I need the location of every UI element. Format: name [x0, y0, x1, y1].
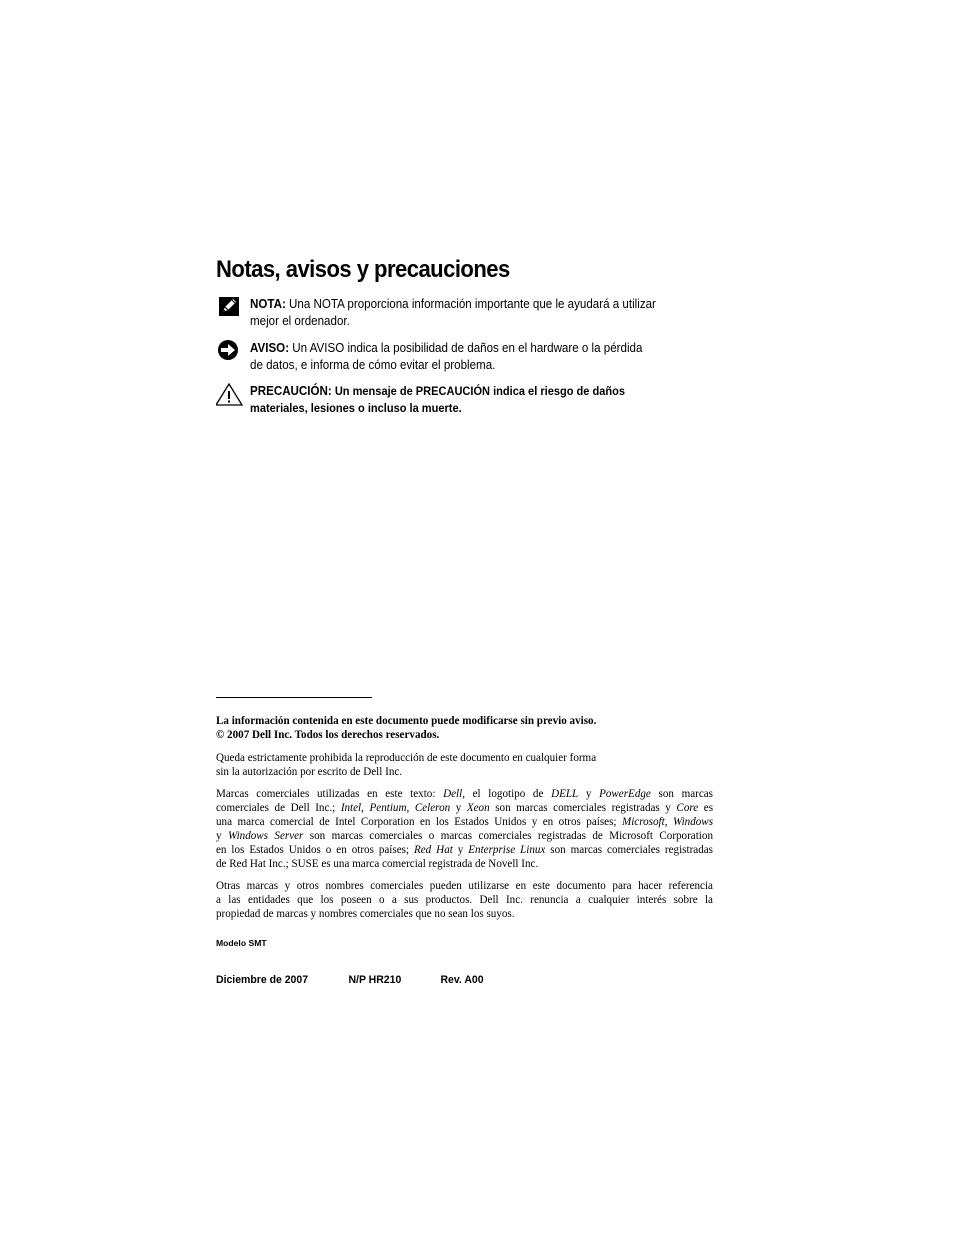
- footer-date: Diciembre de 2007: [216, 974, 309, 986]
- info-line: La información contenida en este documento puede modificarse sin previo aviso.: [216, 715, 597, 727]
- caution-label: PRECAUCIÓN:: [250, 384, 332, 398]
- notice-text-line1: Un AVISO indica la posibilidad de daños en el hardware o la pérdida: [289, 341, 643, 355]
- copyright-line: © 2007 Dell Inc. Todos los derechos reservados.: [216, 729, 440, 741]
- other-line2: a las entidades que los poseen o a sus productos. Dell Inc. renuncia a cualquier interés sobre la: [216, 894, 713, 906]
- reproduction-line1: Queda estrictamente prohibida la reproducción de este documento en cualquier forma: [216, 752, 597, 764]
- trademarks-line1: Marcas comerciales utilizadas en este texto: Dell, el logotipo de DELL y PowerEdge son marcas: [216, 788, 713, 800]
- other-line1: Otras marcas y otros nombres comerciales pueden utilizarse en este documento para hacer referencia: [216, 880, 713, 892]
- model-label: Modelo SMT: [216, 938, 267, 948]
- trademarks-line6: de Red Hat Inc.; SUSE es una marca comercial registrada de Novell Inc.: [216, 858, 539, 870]
- other-line3: propiedad de marcas y nombres comerciales que no sean los suyos.: [216, 908, 515, 920]
- footer-revision: Rev. A00: [440, 974, 484, 986]
- trademarks-line4: y Windows Server son marcas comerciales o marcas comerciales registradas de Microsoft Corporation: [216, 830, 713, 842]
- caution-text-line2: materiales, lesiones o incluso la muerte.: [250, 401, 462, 415]
- trademarks-line5: en los Estados Unidos o en otros países; Red Hat y Enterprise Linux son marcas comerciales registradas: [216, 844, 713, 856]
- trademarks-paragraph: [216, 787, 716, 871]
- note-text-line1: Una NOTA proporciona información importante que le ayudará a utilizar: [285, 297, 656, 311]
- info-paragraph: [216, 714, 716, 742]
- other-trademarks-paragraph: [216, 879, 716, 921]
- trademarks-line3: una marca comercial de Intel Corporation en los Estados Unidos y en otros países; Microsoft, Windows: [216, 816, 714, 828]
- caution-text-line1: Un mensaje de PRECAUCIÓN indica el riesgo de daños: [331, 384, 626, 398]
- page-title: Notas, avisos y precauciones: [216, 256, 510, 283]
- trademarks-line2: comerciales de Dell Inc.; Intel, Pentium, Celeron y Xeon son marcas comerciales registradas y Core es: [216, 802, 714, 814]
- arrow-circle-notice-icon: [216, 340, 244, 364]
- warning-triangle-icon: [216, 383, 244, 407]
- note-text-line2: mejor el ordenador.: [250, 314, 350, 328]
- notice-text-line2: de datos, e informa de cómo evitar el problema.: [250, 358, 496, 372]
- reproduction-paragraph: [216, 751, 716, 779]
- pencil-note-icon: [216, 296, 244, 320]
- notice-label: AVISO:: [250, 341, 290, 355]
- note-label: NOTA:: [250, 297, 286, 311]
- divider-rule: [216, 697, 372, 698]
- footer-part-number: N/P HR210: [348, 974, 402, 986]
- reproduction-line2: sin la autorización por escrito de Dell Inc.: [216, 766, 403, 778]
